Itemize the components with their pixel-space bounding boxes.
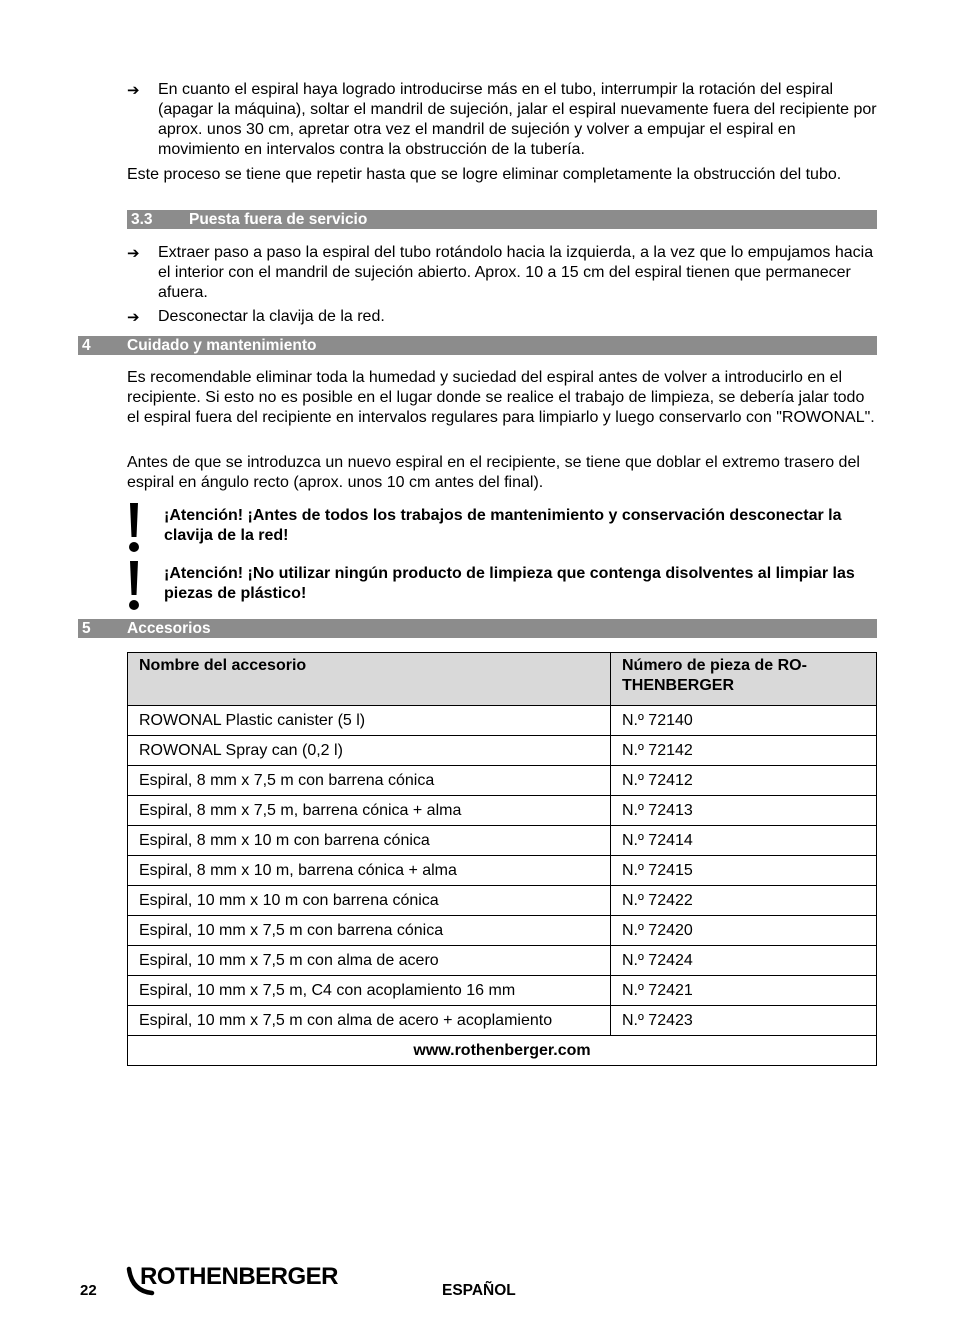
table-row xyxy=(128,826,877,856)
accessory-name: Espiral, 10 mm x 7,5 m, C4 con acoplamiento 16 mm xyxy=(128,976,611,1006)
part-number: N.º 72421 xyxy=(611,976,877,1006)
section-number: 5 xyxy=(82,620,91,637)
table-footer-row xyxy=(128,1036,877,1066)
accessory-name: Espiral, 8 mm x 7,5 m con barrena cónica xyxy=(128,766,611,796)
part-number: N.º 72420 xyxy=(611,916,877,946)
bullet-text: En cuanto el espiral haya logrado introducirse más en el tubo, interrumpir la rotación del espiral (apagar la máquina), soltar el mandril de sujeción, jalar el espiral nuevamente fuera del recipiente por aprox. unos 30 cm, apretar otra vez el mandril de sujeción y volver a empujar el espiral en movimiento en intervalos contra la obstrucción de la tubería. xyxy=(158,81,877,158)
table-row xyxy=(128,706,877,736)
part-number: N.º 72414 xyxy=(611,826,877,856)
section-number: 4 xyxy=(82,337,91,354)
exclamation-icon xyxy=(127,503,141,555)
accessory-name: Espiral, 8 mm x 10 m con barrena cónica xyxy=(128,826,611,856)
part-number: N.º 72423 xyxy=(611,1006,877,1036)
bullet-text: Extraer paso a paso la espiral del tubo rotándolo hacia la izquierda, a la vez que lo empujamos hacia el interior con el mandril de sujeción abierto. Aprox. 10 a 15 cm del espiral tienen que permanecer afuera. xyxy=(158,244,874,301)
section-title: Cuidado y mantenimiento xyxy=(127,337,317,354)
section-title: Puesta fuera de servicio xyxy=(189,211,368,228)
part-number: N.º 72142 xyxy=(611,736,877,766)
language-label: ESPAÑOL xyxy=(442,1282,516,1299)
table-row xyxy=(128,766,877,796)
part-number: N.º 72415 xyxy=(611,856,877,886)
section-heading-3-3 xyxy=(127,210,877,229)
accessory-name: Espiral, 10 mm x 7,5 m con barrena cónica xyxy=(128,916,611,946)
maintenance-paragraph-2: Antes de que se introduzca un nuevo espiral en el recipiente, se tiene que doblar el extremo trasero del espiral en ángulo recto (aprox. unos 10 cm antes del final). xyxy=(127,454,860,491)
table-row xyxy=(128,976,877,1006)
brand-wordmark: ROTHENBERGER xyxy=(140,1263,339,1290)
section-number: 3.3 xyxy=(131,211,153,228)
warning-text: ¡Atención! ¡No utilizar ningún producto de limpieza que contenga disolventes al limpiar las piezas de plástico! xyxy=(164,565,855,602)
table-row xyxy=(128,886,877,916)
arrow-right-icon: ➔ xyxy=(127,308,140,326)
table-row xyxy=(128,1006,877,1036)
brand-logo xyxy=(126,1262,366,1298)
accessory-name: Espiral, 10 mm x 7,5 m con alma de acero + acoplamiento xyxy=(128,1006,611,1036)
exclamation-icon xyxy=(127,561,141,613)
table-row xyxy=(128,796,877,826)
part-number: N.º 72412 xyxy=(611,766,877,796)
table-row xyxy=(128,916,877,946)
part-number: N.º 72422 xyxy=(611,886,877,916)
intro-paragraph: Este proceso se tiene que repetir hasta que se logre eliminar completamente la obstrucción del tubo. xyxy=(127,166,842,183)
table-header-row xyxy=(128,653,877,706)
part-number: N.º 72424 xyxy=(611,946,877,976)
warning-text: ¡Atención! ¡Antes de todos los trabajos de mantenimiento y conservación desconectar la clavija de la red! xyxy=(164,507,842,544)
maintenance-paragraph-1: Es recomendable eliminar toda la humedad y suciedad del espiral antes de volver a introducirlo en el recipiente. Si esto no es posible en el lugar donde se realice el trabajo de limpieza, se debería jalar todo el espiral fuera del recipiente en intervalos regulares para limpiarlo y luego conservarlo con "ROWONAL". xyxy=(127,369,875,426)
section-title: Accesorios xyxy=(127,620,211,637)
accessory-name: Espiral, 10 mm x 7,5 m con alma de acero xyxy=(128,946,611,976)
part-number: N.º 72413 xyxy=(611,796,877,826)
column-header-name: Nombre del accesorio xyxy=(128,653,611,706)
accessories-table xyxy=(127,652,877,1066)
arrow-right-icon: ➔ xyxy=(127,81,140,99)
bullet-text: Desconectar la clavija de la red. xyxy=(158,308,385,325)
accessory-name: Espiral, 10 mm x 10 m con barrena cónica xyxy=(128,886,611,916)
section-heading-4 xyxy=(78,336,877,355)
part-number: N.º 72140 xyxy=(611,706,877,736)
arrow-right-icon: ➔ xyxy=(127,244,140,262)
table-row xyxy=(128,856,877,886)
table-row xyxy=(128,736,877,766)
accessory-name: ROWONAL Spray can (0,2 l) xyxy=(128,736,611,766)
table-row xyxy=(128,946,877,976)
accessory-name: Espiral, 8 mm x 10 m, barrena cónica + alma xyxy=(128,856,611,886)
website-link[interactable]: www.rothenberger.com xyxy=(128,1036,877,1066)
column-header-part-number: Número de pieza de RO-THENBERGER xyxy=(611,653,877,706)
accessory-name: ROWONAL Plastic canister (5 l) xyxy=(128,706,611,736)
page-number: 22 xyxy=(80,1282,97,1299)
section-heading-5 xyxy=(78,619,877,638)
accessory-name: Espiral, 8 mm x 7,5 m, barrena cónica + alma xyxy=(128,796,611,826)
